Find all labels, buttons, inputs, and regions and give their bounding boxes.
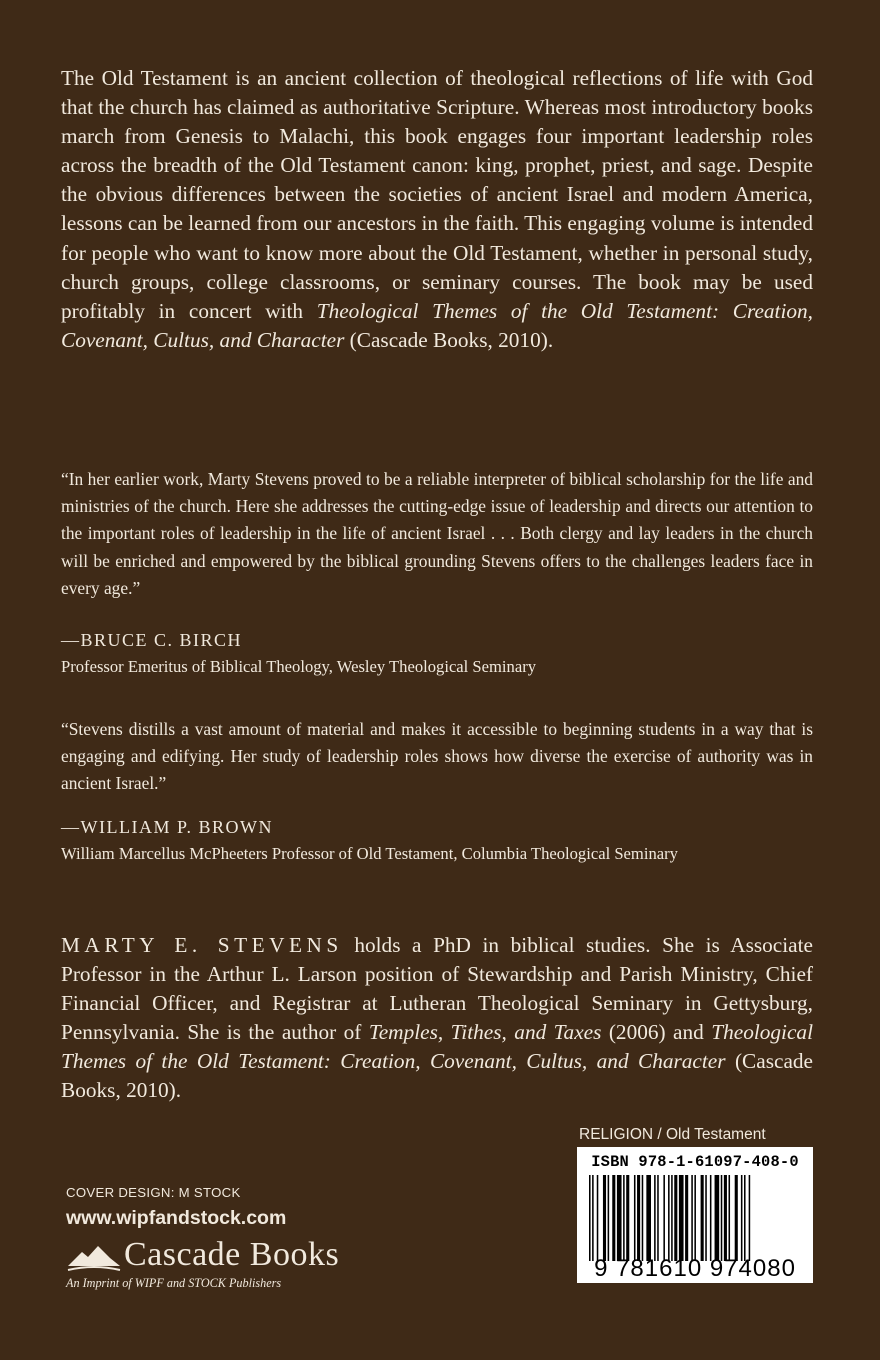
- bio-book-2: Theological Themes of the Old Testament: Creation, Covenant, Cultus, and Character: [61, 1020, 813, 1074]
- endorser-title-birch: Professor Emeritus of Biblical Theology, Wesley Theological Seminary: [61, 657, 537, 676]
- publisher-logo: [66, 1236, 406, 1296]
- endorsement-quote-birch: “In her earlier work, Marty Stevens proved to be a reliable interpreter of biblical scholarship for the life and ministries of the church. Here she addresses the cutting-edge issue of leadership and directs our attention to the important roles of leadership in the life of ancient Israel . . . Both clergy and lay leaders in the church will be enriched and empowered by the biblical grounding Stevens offers to the challenges leaders face in every age.”: [61, 469, 813, 598]
- bio-text-2: (2006) and: [601, 1020, 712, 1045]
- publisher-website: www.wipfandstock.com: [66, 1207, 287, 1229]
- endorsement-quote-brown: “Stevens distills a vast amount of material and makes it accessible to beginning students in a way that is engaging and edifying. Her study of leadership roles shows how diverse the exercise of authority was in ancient Israel.”: [61, 719, 813, 794]
- endorser-title-brown: William Marcellus McPheeters Professor of Old Testament, Columbia Theological Seminary: [61, 844, 678, 863]
- bio-book-1: Temples, Tithes, and Taxes: [368, 1020, 602, 1045]
- category-label: RELIGION / Old Testament: [579, 1126, 766, 1143]
- blurb-text: The Old Testament is an ancient collection of theological reflections of life with God that the church has claimed as authoritative Scripture. Whereas most introductory books march from Genesis to Malachi, this book engages four important leadership roles across the breadth of the Old Testament canon: king, prophet, priest, and sage. Despite the obvious differences between the societies of ancient Israel and modern America, lessons can be learned from our ancestors in the faith. This engaging volume is intended for people who want to know more about the Old Testament, whether in personal study, church groups, college classrooms, or seminary courses. The book may be used profitably in concert with: [61, 66, 813, 323]
- bio-text-3: (Cascade Books, 2010).: [61, 1049, 813, 1103]
- cover-design-credit: COVER DESIGN: M STOCK: [66, 1185, 241, 1200]
- isbn-label: ISBN 978-1-61097-408-0: [591, 1153, 799, 1171]
- publisher-name: Cascade Books: [124, 1236, 340, 1273]
- endorser-name-birch: —BRUCE C. BIRCH: [61, 630, 243, 650]
- author-bio: [61, 931, 813, 1106]
- blurb-book-title: Theological Themes of the Old Testament: Creation, Covenant, Cultus, and Character: [61, 298, 813, 352]
- publisher-tagline: An Imprint of WIPF and STOCK Publishers: [66, 1276, 282, 1290]
- barcode-digits: 9 781610 974080: [594, 1255, 796, 1282]
- bio-text-1: holds a PhD in biblical studies. She is Associate Professor in the Arthur L. Larson position of Stewardship and Parish Ministry, Chief Financial Officer, and Registrar at Lutheran Theological Seminary in Gettysburg, Pennsylvania. She is the author of: [61, 933, 813, 1045]
- barcode: [577, 1147, 813, 1283]
- author-name: MARTY E. STEVENS: [61, 933, 343, 957]
- endorser-name-brown: —WILLIAM P. BROWN: [61, 817, 273, 837]
- barcode-bars: [589, 1175, 801, 1261]
- blurb-text-end: (Cascade Books, 2010).: [344, 327, 554, 352]
- mountain-icon: [66, 1238, 122, 1274]
- description-blurb: [61, 64, 813, 355]
